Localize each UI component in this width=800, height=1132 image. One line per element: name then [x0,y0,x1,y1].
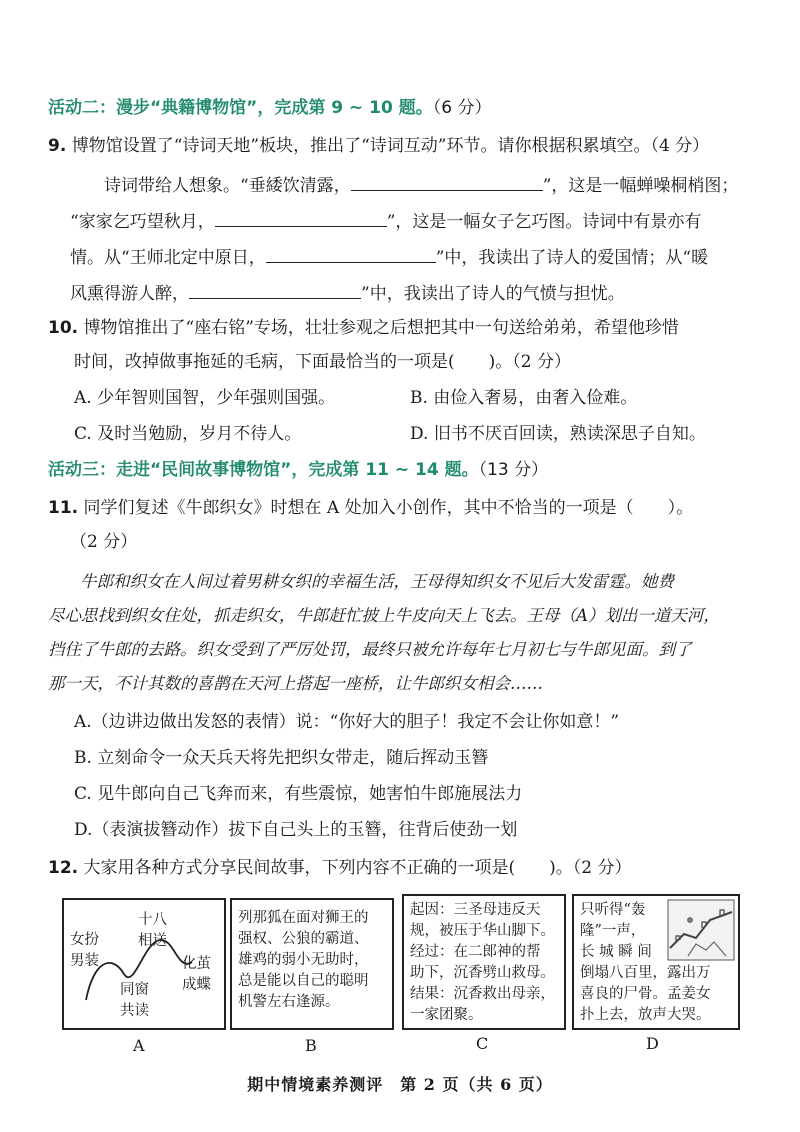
box-d-line: 扑上去，放声大哭。 [580,1007,711,1023]
q11-story-line: 尽心思找到织女住处，抓走织女，牛郎赶忙披上牛皮向天上飞去。王母（A）划出一道天河， [48,606,720,625]
box-d-line: 倒塌八百里，露出万 [580,965,711,981]
box-a-text: 同窗 [120,982,149,998]
q9-line-2 [70,208,701,234]
q11-story-line: 那一天，不计其数的喜鹊在天河上搭起一座桥，让牛郎织女相会…… [48,674,543,693]
q9-blank-4[interactable] [189,280,361,299]
activity-3-title: 活动三：走进“民间故事博物馆”，完成第 11 ~ 14 题。 [48,460,479,480]
box-d-line: 只听得“轰 [580,902,646,918]
q9-text: 情。从“王师北定中原日， [70,248,266,268]
q11-story-line: 挡住了牛郎的去路。织女受到了严厉处罚，最终只被允许每年七月初七与牛郎见面。到了 [48,640,692,659]
q12-stem: 大家用各种方式分享民间故事，下列内容不正确的一项是( )。（2 分） [83,858,632,878]
q10-option-c[interactable]: C. 及时当勉励，岁月不待人。 [74,424,302,444]
q9-blank-2[interactable] [215,208,387,227]
q9-blank-1[interactable] [351,172,543,191]
box-a-text: 男装 [70,953,99,969]
activity-2-score: （6 分） [432,98,492,118]
q9-blank-3[interactable] [266,244,436,263]
q11-option-c[interactable]: C. 见牛郎向自己飞奔而来，有些震惊，她害怕牛郎施展法力 [74,784,523,804]
box-c-line: 一家团聚。 [410,1007,483,1023]
box-b-line: 机警左右逢源。 [238,994,340,1010]
q11-option-a[interactable]: A.（边讲边做出发怒的表情）说：“你好大的胆子！我定不会让你如意！” [74,712,620,732]
q12-label-d[interactable]: D [646,1034,659,1053]
q12-label-c[interactable]: C [476,1034,489,1053]
q10-stem-line-1 [48,316,679,340]
box-b-line: 强权、公狼的霸道、 [238,931,369,947]
q11-stem-1: 同学们复述《牛郎织女》时想在 A 处加入小创作，其中不恰当的一项是（ ）。 [83,498,694,518]
q9-text: 诗词带给人想象。“垂緌饮清露， [104,176,351,196]
q9-line-4 [70,280,625,306]
box-c-line: 起因：三圣母违反天 [410,902,541,918]
box-c-line: 规，被压于华山脚下。 [410,923,555,939]
q9-line-3 [70,244,708,270]
q11-stem-2: （2 分） [70,532,138,552]
q12-box-d [572,894,740,1030]
q12-box-b [230,898,394,1030]
activity-2-title: 活动二：漫步“典籍博物馆”，完成第 9 ~ 10 题。 [48,98,433,118]
q12-label-a[interactable]: A [133,1036,145,1055]
box-c-line: 经过：在二郎神的帮 [410,944,541,960]
box-a-text: 女扮 [70,932,99,948]
q9-text: “家家乞巧望秋月， [70,212,215,232]
q9-line-1 [104,172,738,198]
q10-option-a[interactable]: A. 少年智则国智，少年强则国强。 [74,388,336,408]
q11-stem-line-1 [48,496,693,520]
activity-3-score: （13 分） [478,460,549,480]
q11-number: 11. [48,498,79,518]
q12-label-b[interactable]: B [305,1036,317,1055]
q12-stem-line [48,856,632,880]
box-c-line: 助下，沉香劈山救母。 [410,965,555,981]
box-a-text: 共读 [120,1003,149,1019]
q11-story-line: 牛郎和织女在人间过着男耕女织的幸福生活，王母得知织女不见后大发雷霆。她费 [80,572,674,591]
q11-option-b[interactable]: B. 立刻命令一众天兵天将先把织女带走，随后挥动玉簪 [74,748,489,768]
page-footer: 期中情境素养测评 第 2 页（共 6 页） [247,1075,553,1094]
q10-stem-2: 时间，改掉做事拖延的毛病，下面最恰当的一项是( )。（2 分） [74,352,571,372]
q10-option-d[interactable]: D. 旧书不厌百回读，熟读深思子自知。 [410,424,706,444]
q12-box-c [402,894,566,1030]
box-a-text: 相送 [138,933,167,949]
q9-stem: 博物馆设置了“诗词天地”板块，推出了“诗词互动”环节。请你根据积累填空。（4 分） [71,136,710,156]
activity-2-heading [48,96,491,120]
q10-option-b[interactable]: B. 由俭入奢易，由奢入俭难。 [410,388,638,408]
box-b-line: 列那狐在面对狮王的 [238,910,369,926]
box-c-line: 结果：沉香救出母亲， [410,986,555,1002]
q10-stem-1: 博物馆推出了“座右铭”专场，壮壮参观之后想把其中一句送给弟弟，希望他珍惜 [83,318,679,338]
box-d-line: 隆”一声， [580,923,646,939]
q9-text: ”中，我读出了诗人的爱国情；从“暖 [435,248,709,268]
q12-number: 12. [48,858,79,878]
q9-stem-line [48,134,709,158]
q11-option-d[interactable]: D.（表演拔簪动作）拔下自己头上的玉簪，往背后使劲一划 [74,820,518,840]
box-d-line: 喜良的尸骨。孟姜女 [580,986,711,1002]
q9-number: 9. [48,136,67,156]
q9-text: 风熏得游人醉， [70,284,189,304]
q10-number: 10. [48,318,79,338]
box-a-text: 十八 [138,912,167,928]
box-a-text: 化茧 [182,956,211,972]
box-b-line: 总是能以自己的聪明 [238,973,369,989]
great-wall-illustration [666,898,736,962]
q9-text: ”中，我读出了诗人的气愤与担忧。 [361,284,625,304]
activity-3-heading [48,458,548,482]
box-a-text: 成蝶 [182,977,211,993]
q9-text: ”，这是一幅女子乞巧图。诗词中有景亦有 [386,212,702,232]
box-b-line: 雄鸡的弱小无助时， [238,952,369,968]
q12-box-a [62,898,226,1030]
q9-text: ”，这是一幅蝉噪桐梢图； [542,176,739,196]
box-d-line: 长 城 瞬 间 [580,944,652,960]
